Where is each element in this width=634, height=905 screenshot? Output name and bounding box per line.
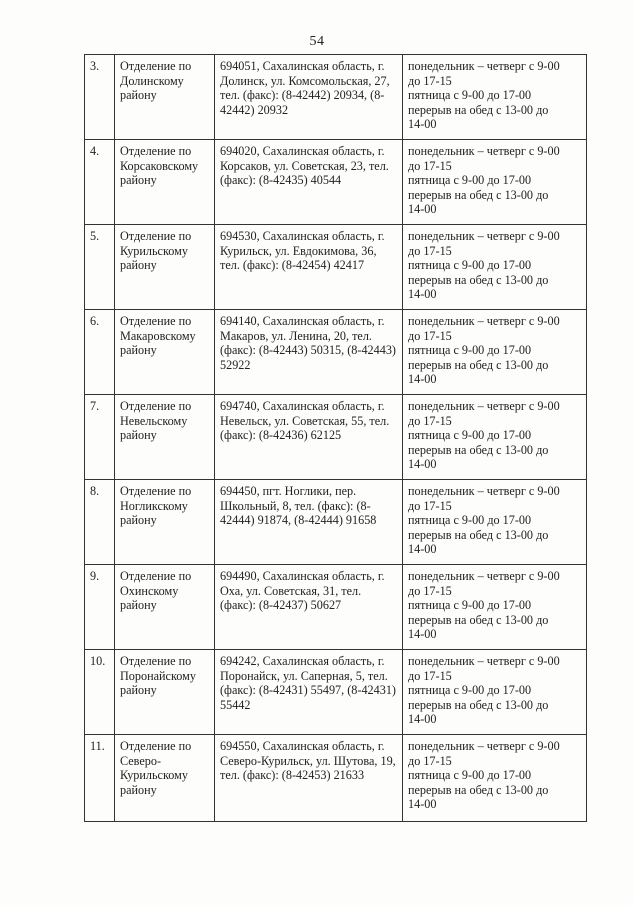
branch-address: 694740, Сахалинская область, г. Невельск, ул. Советская, 55, тел. (факс): (8-42436) 62125: [215, 395, 403, 480]
row-number: 10.: [85, 650, 115, 735]
row-number: 3.: [85, 55, 115, 140]
row-number: 8.: [85, 480, 115, 565]
branch-name: Отделение по Долинскому району: [115, 55, 215, 140]
branch-address: 694490, Сахалинская область, г. Оха, ул. Советская, 31, тел. (факс): (8-42437) 50627: [215, 565, 403, 650]
hours-line: пятница с 9-00 до 17-00: [408, 343, 532, 358]
hours-line: перерыв на обед с 13-00 до: [408, 527, 549, 542]
hours-line: до 17-15: [408, 498, 452, 513]
hours-line: пятница с 9-00 до 17-00: [408, 173, 532, 188]
hours-line: понедельник – четверг с 9-00: [408, 59, 560, 73]
hours-line: до 17-15: [408, 73, 452, 88]
branch-address: 694140, Сахалинская область, г. Макаров, ул. Ленина, 20, тел. (факс): (8-42443) 50315, (8-42443) 52922: [215, 310, 403, 395]
branch-hours: [403, 225, 587, 310]
table-body: [85, 55, 587, 822]
table-row: [85, 55, 587, 140]
hours-line: 14-00: [408, 202, 437, 217]
table-row: [85, 310, 587, 395]
hours-line: перерыв на обед с 13-00 до: [408, 357, 549, 372]
row-number: 5.: [85, 225, 115, 310]
table-row: [85, 735, 587, 822]
table-row: [85, 140, 587, 225]
branch-hours: [403, 735, 587, 822]
row-number: 11.: [85, 735, 115, 822]
hours-line: понедельник – четверг с 9-00: [408, 144, 560, 158]
table-row: [85, 225, 587, 310]
hours-line: до 17-15: [408, 158, 452, 173]
hours-line: пятница с 9-00 до 17-00: [408, 768, 532, 783]
hours-line: до 17-15: [408, 753, 452, 768]
hours-line: понедельник – четверг с 9-00: [408, 654, 560, 668]
table-row: [85, 650, 587, 735]
hours-line: перерыв на обед с 13-00 до: [408, 697, 549, 712]
hours-line: пятница с 9-00 до 17-00: [408, 513, 532, 528]
hours-line: понедельник – четверг с 9-00: [408, 569, 560, 583]
hours-line: 14-00: [408, 457, 437, 472]
branch-address: 694550, Сахалинская область, г. Северо-Курильск, ул. Шутова, 19, тел. (факс): (8-42453) 21633: [215, 735, 403, 822]
row-number: 6.: [85, 310, 115, 395]
row-number: 4.: [85, 140, 115, 225]
hours-line: 14-00: [408, 372, 437, 387]
branch-address: 694450, пгт. Ноглики, пер. Школьный, 8, тел. (факс): (8-42444) 91874, (8-42444) 91658: [215, 480, 403, 565]
hours-line: понедельник – четверг с 9-00: [408, 484, 560, 498]
hours-line: пятница с 9-00 до 17-00: [408, 88, 532, 103]
branch-hours: [403, 310, 587, 395]
row-number: 7.: [85, 395, 115, 480]
hours-line: перерыв на обед с 13-00 до: [408, 272, 549, 287]
hours-line: 14-00: [408, 627, 437, 642]
branch-address: 694530, Сахалинская область, г. Курильск, ул. Евдокимова, 36, тел. (факс): (8-42454) 42417: [215, 225, 403, 310]
hours-line: понедельник – четверг с 9-00: [408, 739, 560, 753]
branch-hours: [403, 565, 587, 650]
hours-line: 14-00: [408, 117, 437, 132]
hours-line: до 17-15: [408, 243, 452, 258]
hours-line: пятница с 9-00 до 17-00: [408, 428, 532, 443]
hours-line: до 17-15: [408, 413, 452, 428]
hours-line: до 17-15: [408, 583, 452, 598]
branch-name: Отделение по Корсаковскому району: [115, 140, 215, 225]
table-row: [85, 565, 587, 650]
branch-hours: [403, 140, 587, 225]
hours-line: до 17-15: [408, 668, 452, 683]
hours-line: перерыв на обед с 13-00 до: [408, 187, 549, 202]
table-row: [85, 480, 587, 565]
hours-line: перерыв на обед с 13-00 до: [408, 782, 549, 797]
hours-line: пятница с 9-00 до 17-00: [408, 598, 532, 613]
hours-line: до 17-15: [408, 328, 452, 343]
branch-hours: [403, 480, 587, 565]
hours-line: перерыв на обед с 13-00 до: [408, 442, 549, 457]
branch-name: Отделение по Поронайскому району: [115, 650, 215, 735]
row-number: 9.: [85, 565, 115, 650]
hours-line: понедельник – четверг с 9-00: [408, 229, 560, 243]
hours-line: понедельник – четверг с 9-00: [408, 314, 560, 328]
hours-line: понедельник – четверг с 9-00: [408, 399, 560, 413]
hours-line: 14-00: [408, 287, 437, 302]
hours-line: перерыв на обед с 13-00 до: [408, 612, 549, 627]
branch-name: Отделение по Невельскому району: [115, 395, 215, 480]
table-row: [85, 395, 587, 480]
branch-address: 694051, Сахалинская область, г. Долинск, ул. Комсомольская, 27, тел. (факс): (8-42442) 20934, (8-42442) 20932: [215, 55, 403, 140]
branch-name: Отделение по Северо-Курильскому району: [115, 735, 215, 822]
branch-name: Отделение по Курильскому району: [115, 225, 215, 310]
hours-line: перерыв на обед с 13-00 до: [408, 102, 549, 117]
hours-line: пятница с 9-00 до 17-00: [408, 258, 532, 273]
branch-address: 694020, Сахалинская область, г. Корсаков, ул. Советская, 23, тел. (факс): (8-42435) 40544: [215, 140, 403, 225]
branch-hours: [403, 395, 587, 480]
hours-line: 14-00: [408, 542, 437, 557]
branch-hours: [403, 55, 587, 140]
branch-name: Отделение по Охинскому району: [115, 565, 215, 650]
branch-address: 694242, Сахалинская область, г. Поронайск, ул. Саперная, 5, тел. (факс): (8-42431) 55497, (8-42431) 55442: [215, 650, 403, 735]
branch-name: Отделение по Макаровскому району: [115, 310, 215, 395]
hours-line: 14-00: [408, 797, 437, 812]
hours-line: 14-00: [408, 712, 437, 727]
page-number: 54: [309, 34, 325, 49]
hours-line: пятница с 9-00 до 17-00: [408, 683, 532, 698]
branch-name: Отделение по Ногликскому району: [115, 480, 215, 565]
branch-hours: [403, 650, 587, 735]
branches-table: [84, 54, 587, 822]
